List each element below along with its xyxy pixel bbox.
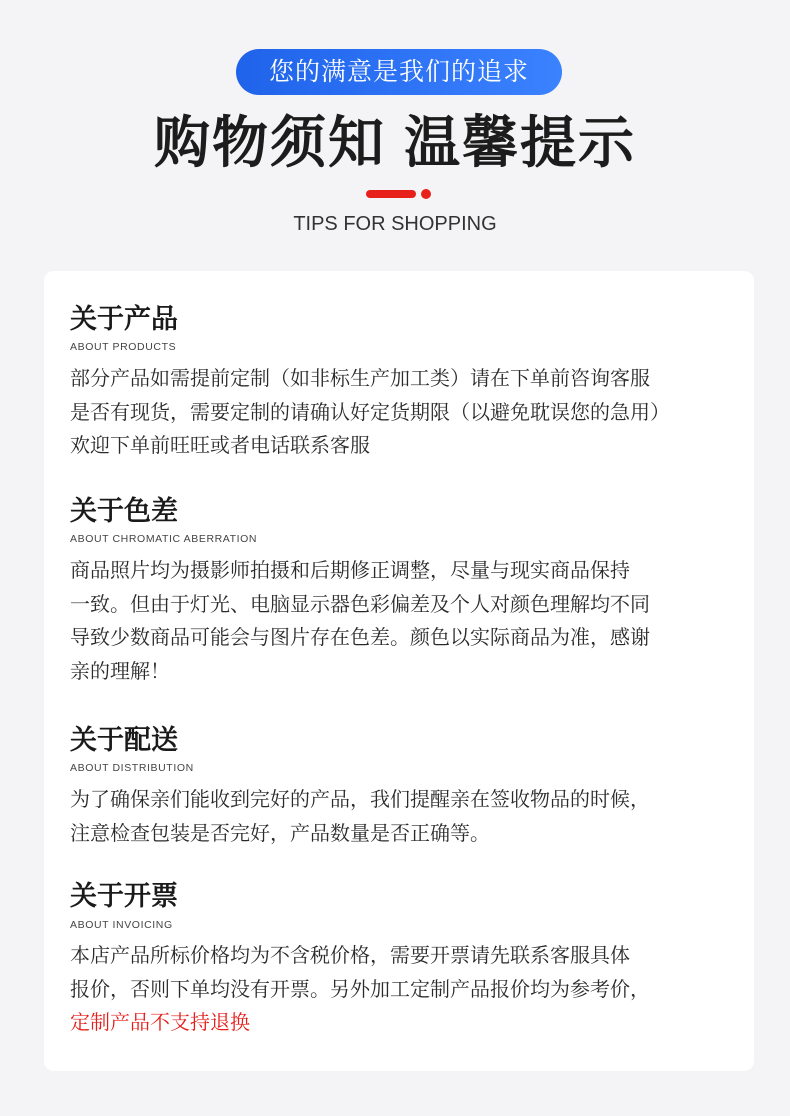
section-body-invoicing xyxy=(70,939,750,1040)
body-line: 为了确保亲们能收到完好的产品，我们提醒亲在签收物品的时候， xyxy=(70,787,650,811)
page-title-part1: 购物须知 xyxy=(154,111,386,176)
body-line: 亲的理解！ xyxy=(70,658,170,683)
body-line: 导致少数商品可能会与图片存在色差。颜色以实际商品为准，感谢 xyxy=(70,625,650,649)
body-line: 注意检查包装是否完好，产品数量是否正确等。 xyxy=(70,820,490,845)
section-title-distribution: 关于配送 xyxy=(70,725,178,756)
body-line: 本店产品所标价格均为不含税价格，需要开票请先联系客服具体 xyxy=(70,943,630,967)
body-line: 商品照片均为摄影师拍摄和后期修正调整，尽量与现实商品保持 xyxy=(70,558,630,582)
body-line: 报价，否则下单均没有开票。另外加工定制产品报价均为参考价， xyxy=(70,976,650,1001)
body-line: 一致。但由于灯光、电脑显示器色彩偏差及个人对颜色理解均不同 xyxy=(70,591,650,616)
no-return-notice: 定制产品不支持退换 xyxy=(70,1010,250,1034)
title-accent-bar xyxy=(366,190,416,198)
section-subtitle-invoicing: ABOUT INVOICING xyxy=(70,919,173,931)
section-title-products: 关于产品 xyxy=(70,304,178,335)
section-body-products xyxy=(70,362,750,463)
body-line: 欢迎下单前旺旺或者电话联系客服 xyxy=(70,433,370,457)
page-title xyxy=(0,108,790,180)
section-title-color: 关于色差 xyxy=(70,496,178,527)
body-line: 部分产品如需提前定制（如非标生产加工类）请在下单前咨询客服 xyxy=(70,366,650,390)
body-line: 是否有现货，需要定制的请确认好定货期限（以避免耽误您的急用） xyxy=(70,399,670,424)
title-accent-dot xyxy=(421,189,431,199)
section-subtitle-products: ABOUT PRODUCTS xyxy=(70,341,177,353)
section-body-color xyxy=(70,554,750,688)
section-body-distribution xyxy=(70,783,750,850)
slogan-pill: 您的满意是我们的追求 xyxy=(236,49,562,95)
page-title-part2: 温馨提示 xyxy=(404,111,636,176)
section-title-invoicing: 关于开票 xyxy=(70,881,178,912)
section-subtitle-color: ABOUT CHROMATIC ABERRATION xyxy=(70,533,258,545)
section-subtitle-distribution: ABOUT DISTRIBUTION xyxy=(70,762,194,774)
page-subtitle: TIPS FOR SHOPPING xyxy=(293,213,497,235)
